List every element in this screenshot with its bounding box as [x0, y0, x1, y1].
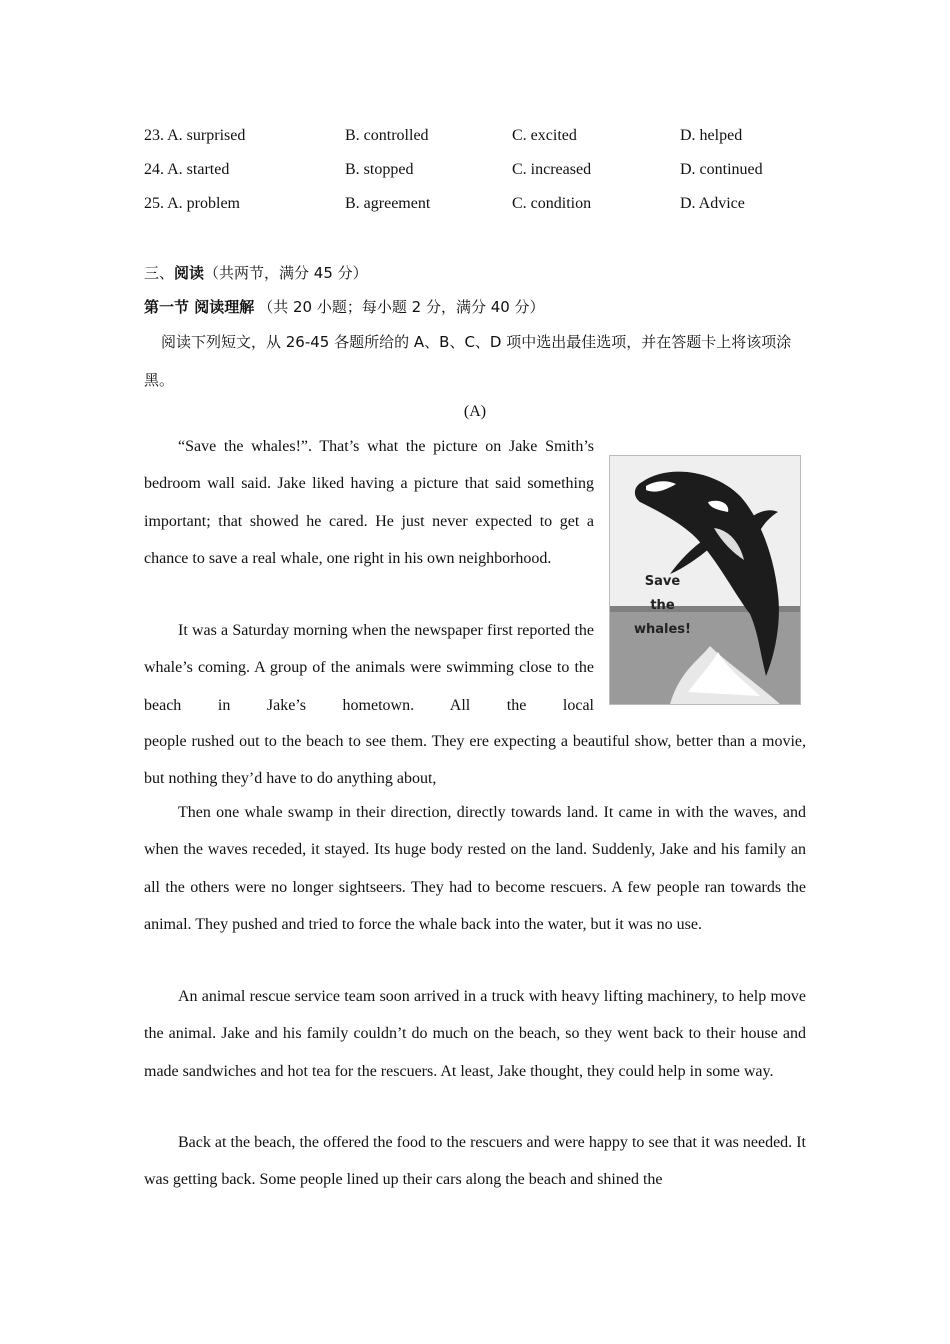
option-d: D. Advice: [680, 195, 745, 212]
option-a: 23. A. surprised: [144, 127, 246, 144]
option-c: C. increased: [512, 161, 592, 178]
option-a: 25. A. problem: [144, 195, 240, 212]
option-b: B. agreement: [345, 195, 431, 212]
paragraph-5: Back at the beach, the offered the food to the rescuers and were happy to see that it was needed. It was getting back. Some people lined up their cars along the beach and shined the: [144, 1134, 806, 1189]
option-b: B. stopped: [345, 161, 414, 178]
option-d: D. helped: [680, 127, 743, 144]
poster-caption-line-1: Save: [644, 574, 681, 589]
option-a: 24. A. started: [144, 161, 230, 178]
section-heading: 三、阅读（共两节，满分 45 分）: [144, 264, 368, 282]
paragraph-3: Then one whale swamp in their direction, directly towards land. It came in with the waves, and when the waves receded, it stayed. Its huge body rested on the land. Suddenly, Jake and his family an all the others were no longer sightseers. They had to become rescuers. A few people ran towards the animal. They pushed and tried to force the whale back into the water, but it was no use.: [144, 804, 806, 933]
instructions: 阅读下列短文，从 26-45 各题所给的 A、B、C、D 项中选出最佳选项，并在答题卡上将该项涂: [161, 333, 792, 351]
question-25: [144, 195, 824, 219]
paragraph-2-part-1: It was a Saturday morning when the newspaper first reported the whale’s coming. A group of the animals were swimming close to the beach in Jake’s hometown. All the local: [144, 622, 594, 714]
subsection-heading: 第一节 阅读理解 （共 20 小题；每小题 2 分，满分 40 分）: [144, 298, 545, 316]
passage-label: (A): [463, 403, 487, 420]
question-24: [144, 161, 824, 185]
poster-caption-line-2: the: [650, 598, 675, 613]
paragraph-1: “Save the whales!”. That’s what the picture on Jake Smith’s bedroom wall said. Jake liked having a picture that said something important; that showed he cared. He just never expected to get a chance to save a real whale, one right in his own neighborhood.: [144, 438, 594, 567]
save-the-whales-poster: [609, 455, 801, 705]
paragraph-4: An animal rescue service team soon arrived in a truck with heavy lifting machinery, to help move the animal. Jake and his family couldn’t do much on the beach, so they went back to their house and made sandwiches and hot tea for the rescuers. At least, Jake thought, they could help in some way.: [144, 988, 806, 1080]
instructions-continued: 黑。: [144, 371, 175, 389]
option-b: B. controlled: [345, 127, 429, 144]
poster-caption-line-3: whales!: [634, 622, 691, 637]
option-d: D. continued: [680, 161, 763, 178]
paragraph-2-part-2: people rushed out to the beach to see them. They ere expecting a beautiful show, better than a movie, but nothing they’d have to do anything about,: [144, 733, 806, 788]
question-23: [144, 127, 824, 151]
option-c: C. excited: [512, 127, 577, 144]
option-c: C. condition: [512, 195, 592, 212]
